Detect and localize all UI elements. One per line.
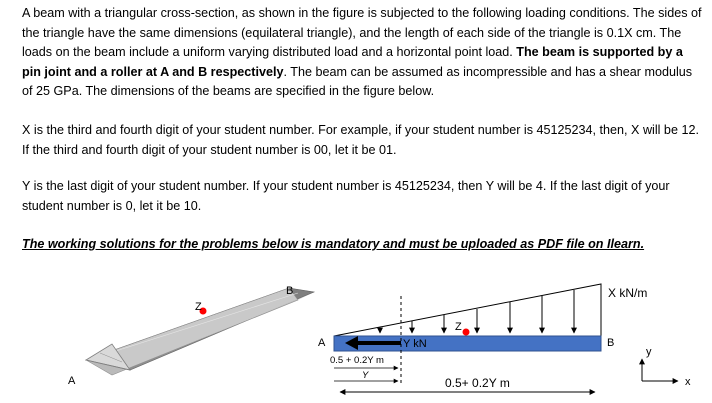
label-b: B — [607, 337, 615, 349]
point-load-label: Y kN — [403, 338, 427, 350]
axis-x-label: x — [685, 376, 691, 388]
description-text-2: . The beam can be assumed as incompressible and has a shear modulus of 25 GPa. The dimensions of the beams are specified in the figure below. — [22, 64, 693, 98]
y-definition-paragraph: Y is the last digit of your student number. If your student number is 45125234, then Y will be 4. If the last digit of your student number is 0, let it be 10. — [22, 179, 670, 213]
centroid-marker — [463, 329, 470, 336]
x-definition-paragraph: X is the third and fourth digit of your student number. For example, if your student number is 45125234, then, X will be 12. If the third and fourth digit of your student number is 00, let it be 01. — [22, 123, 699, 157]
label-z: Z — [455, 321, 462, 333]
dimension-expression: 0.5 + 0.2Y m — [330, 355, 384, 366]
dimension-y: Y — [362, 370, 369, 381]
problem-description — [22, 4, 704, 102]
iso-label-a: A — [68, 375, 76, 387]
mandatory-note: The working solutions for the problems below is mandatory and must be uploaded as PDF file on Ilearn. — [22, 237, 645, 251]
iso-label-b: B — [286, 285, 294, 297]
distributed-load — [334, 284, 647, 336]
axis-y-label: y — [646, 346, 652, 358]
support-description-bold: The beam is supported by a pin joint and a roller at A and B respectively — [22, 45, 683, 79]
description-text-1: A beam with a triangular cross-section, as shown in the figure is subjected to the following loading conditions. The sides of the triangle have the same dimensions (equilateral triangle), and the length of each side of the triangle is 0.1X cm. The loads on the beam include a uniform varying distributed load and a horizontal point load. — [22, 6, 702, 59]
coordinate-axes — [642, 346, 691, 388]
triangular-prism-drawing — [68, 285, 314, 387]
load-intensity-label: X kN/m — [608, 286, 648, 300]
label-a: A — [318, 337, 326, 349]
beam-figure — [0, 268, 712, 403]
iso-label-z: Z — [195, 301, 202, 313]
span-label: 0.5+ 0.2Y m — [445, 376, 510, 390]
